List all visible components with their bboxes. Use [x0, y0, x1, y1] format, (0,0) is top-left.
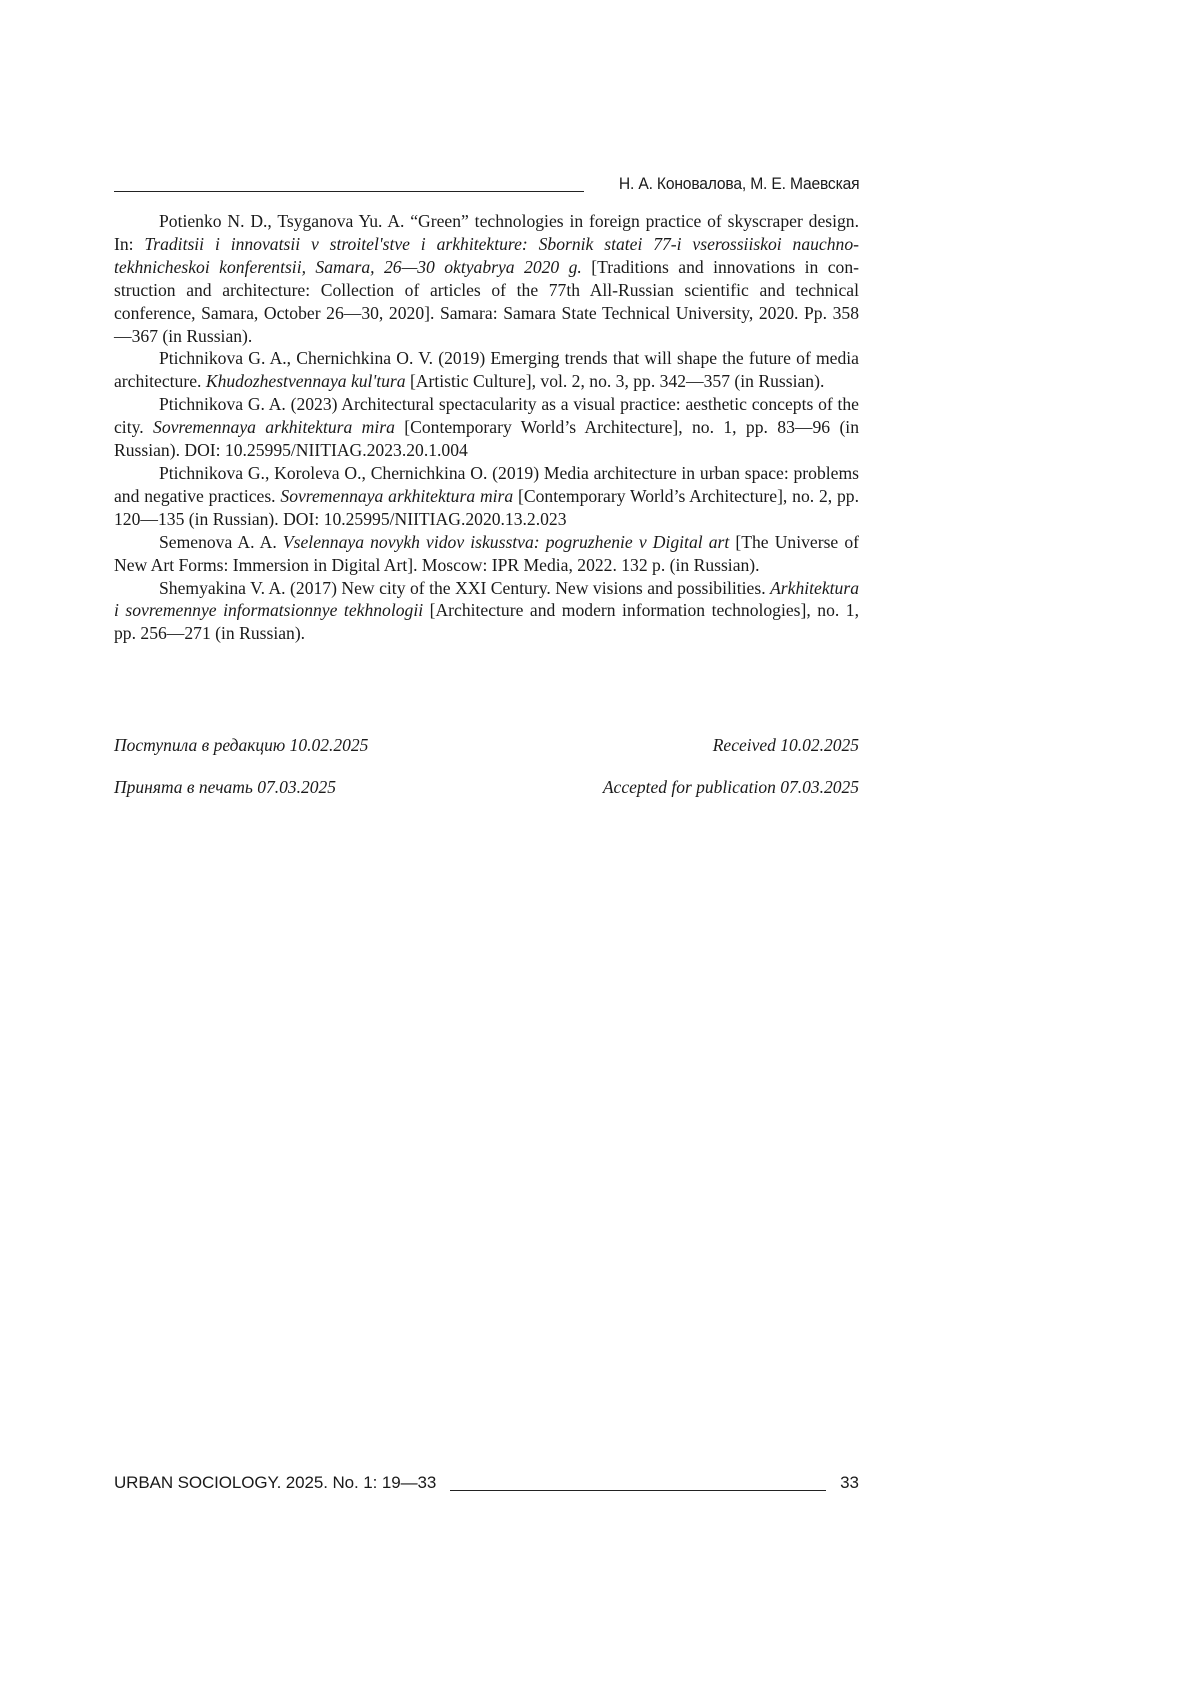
- reference-text: Ptichnikova G., Koroleva O., Chernichkina O. (2019) Media architecture in urban space: problems and negative practices.: [114, 462, 859, 506]
- reference-list: [114, 210, 859, 645]
- page-number: 33: [840, 1473, 859, 1492]
- reference-text: Ptichnikova G. A., Chernichkina O. V. (2019) Emerging trends that will shape the future of media architecture.: [114, 348, 859, 392]
- reference-entry: [114, 393, 859, 462]
- footer-rule: [450, 1490, 826, 1491]
- reference-text: [Artistic Culture], vol. 2, no. 3, pp. 342—357 (in Russian).: [405, 371, 825, 392]
- reference-entry: [114, 347, 859, 393]
- reference-entry: [114, 577, 859, 646]
- header-rule: [114, 191, 584, 192]
- header-authors: Н. А. Коновалова, М. Е. Маевская: [618, 174, 859, 193]
- reference-text: Potienko N. D., Tsyganova Yu. A. “Green” technologies in foreign practice of skyscraper design. In:: [114, 211, 859, 254]
- reference-text: [The Universe of New Art Forms: Immersion in Digital Art]. Moscow: IPR Media, 2022. 132 p. (in Russian).: [114, 531, 860, 575]
- reference-italic-title: Arkhitektura i sovremennye informatsionnye tekhnologii: [114, 577, 859, 621]
- reference-italic-title: Vselennaya novykh vidov iskusstva: pogruzhenie v Digital art: [282, 531, 730, 552]
- reference-text: [Contemporary World’s Architecture], no. 2, pp. 120—135 (in Russian). DOI: 10.25995/NIITIAG.2020.13.2.023: [114, 485, 859, 529]
- footer-journal-citation: URBAN SOCIOLOGY. 2025. No. 1: 19—33: [114, 1473, 437, 1492]
- reference-text: [Architecture and modern information technologies], no. 1, pp. 256—271 (in Russian).: [114, 600, 859, 644]
- reference-text: Semenova A. A.: [159, 531, 283, 552]
- running-header: [114, 170, 859, 194]
- reference-italic-title: Sovremennaya arkhitektura mira: [153, 417, 395, 438]
- reference-entry: [114, 462, 859, 531]
- accepted-date-ru: Принята в печать 07.03.2025: [114, 777, 337, 797]
- accepted-date-line: [114, 777, 859, 798]
- received-date-en: Received 10.02.2025: [712, 735, 859, 755]
- reference-italic-title: Traditsii i innovatsii v stroitel'stve i arkhitekture: Sbornik statei 77-i vserossiiskoi nauchnotekhnicheskoi konferentsii, Samara, 26—30 oktyabrya 2020 g.: [114, 233, 859, 277]
- received-date-line: [114, 735, 859, 756]
- reference-italic-title: Khudozhestvennaya kul'tura: [205, 371, 406, 392]
- reference-entry: [114, 210, 859, 347]
- running-footer: [114, 1469, 859, 1493]
- reference-text: [Contemporary World’s Architecture], no. 1, pp. 83—96 (in Russian). DOI: 10.25995/NIITIAG.2023.20.1.004: [114, 417, 859, 461]
- reference-italic-title: Sovremennaya arkhitektura mira: [280, 485, 514, 506]
- reference-text: Ptichnikova G. A. (2023) Architectural spectacularity as a visual practice: aesthetic concepts of the city.: [114, 394, 859, 438]
- received-date-ru: Поступила в редакцию 10.02.2025: [114, 735, 369, 755]
- accepted-date-en: Accepted for publication 07.03.2025: [602, 777, 859, 797]
- reference-text: [Traditions and innovations in construction and architecture: Collection of articles of the 77th All-Russian scientific and technical conference, Samara, October 26—30, 2020]. Samara: Samara State Technical University, 2020. Pp. 358—367 (in Russian).: [114, 256, 859, 346]
- reference-text: Shemyakina V. A. (2017) New city of the XXI Century. New visions and possibilities.: [159, 577, 771, 598]
- reference-entry: [114, 531, 859, 577]
